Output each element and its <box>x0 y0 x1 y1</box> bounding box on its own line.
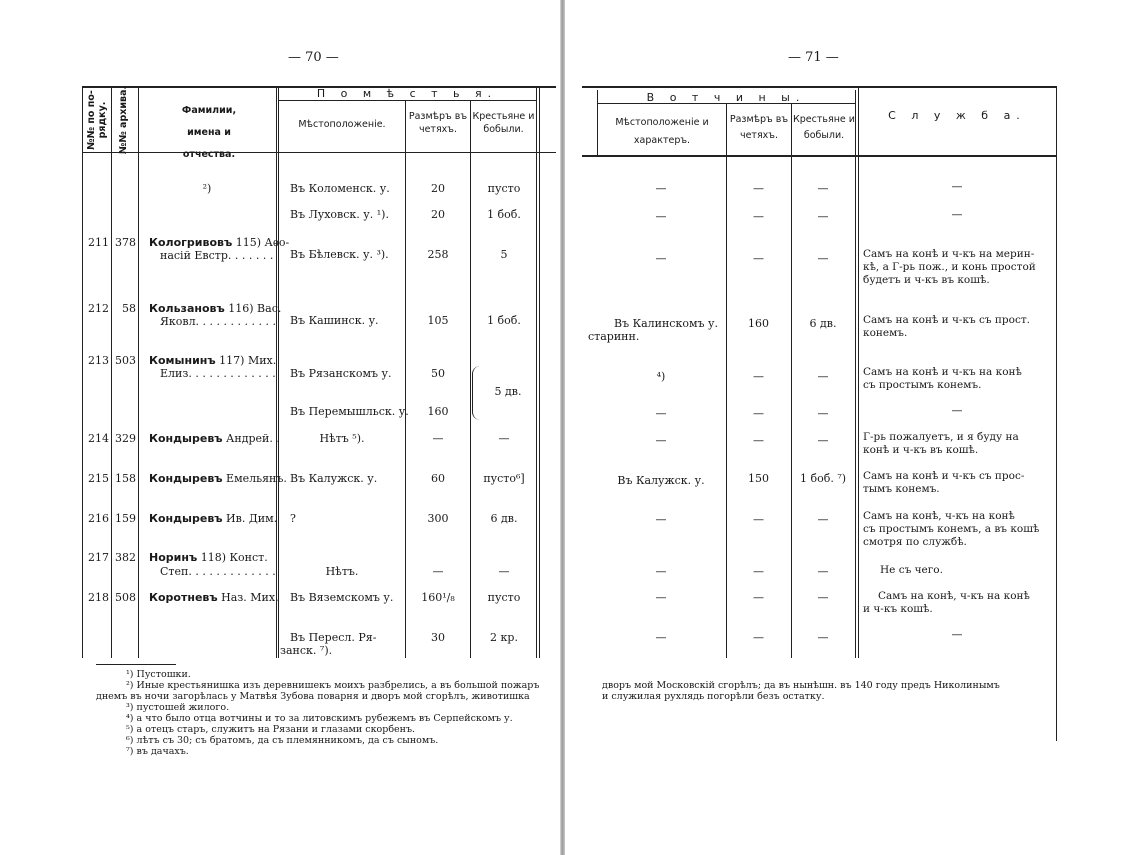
row-size: — <box>432 432 444 445</box>
row-location: Въ Кашинск. у. <box>290 314 379 327</box>
row-service: Самъ на конѣ, ч-къ на конѣ <box>878 590 1030 602</box>
row-size: — <box>753 631 764 644</box>
surname: Коротневъ <box>149 591 218 604</box>
row-location: Въ Коломенск. у. <box>290 182 390 195</box>
header-names: Фамилии, имена и отчества. <box>181 105 237 160</box>
row-service: Самъ на конѣ и ч-къ съ прос- <box>863 470 1025 482</box>
surname: Кондыревъ <box>149 432 223 445</box>
row-location: — <box>655 513 667 526</box>
row-peasants: — <box>817 591 829 604</box>
row-location-cont: старинн. <box>588 330 640 343</box>
row-name-cont: Степ. . . . . . . . . . . . . <box>160 565 276 578</box>
page-number: — 71 — <box>788 50 839 65</box>
row-location: — <box>655 407 667 420</box>
row-service: съ простымъ конемъ. <box>863 379 982 391</box>
row-peasants: пусто <box>487 182 521 195</box>
header-bottom-rule <box>82 152 556 153</box>
row-service: — <box>951 208 963 221</box>
footnote: ⁶) лѣтъ съ 30; съ братомъ, да съ племянникомъ, да съ сыномъ. <box>126 735 439 746</box>
row-archive: 58 <box>122 302 136 315</box>
table-top-rule <box>582 86 1056 88</box>
footnote: ⁴) а что было отца вотчины и то за литовскимъ рубежемъ въ Серпейскомъ у. <box>126 713 513 724</box>
row-peasants: — <box>817 370 829 383</box>
row-peasants: — <box>817 210 829 223</box>
row-location: — <box>655 591 667 604</box>
book-spine <box>560 0 565 855</box>
header-location: Мѣстоположеніе и характеръ. <box>615 117 709 146</box>
row-service: — <box>951 628 963 641</box>
row-location-cont: занск. ⁷). <box>280 644 333 657</box>
row-name-cont: насій Евстр. . . . . . . <box>160 249 274 262</box>
row-location: — <box>655 252 667 265</box>
col-rule <box>855 90 856 658</box>
row-service: конѣ и ч-къ въ кошѣ. <box>863 444 979 456</box>
row-peasants: — <box>817 434 829 447</box>
surname: Норинъ <box>149 551 198 564</box>
row-name: ²) <box>202 182 212 195</box>
row-location: Въ Вяземскомъ у. <box>290 591 394 604</box>
row-size: 160 <box>748 317 769 330</box>
col-rule <box>858 86 859 658</box>
row-peasants: 1 боб. <box>487 314 521 327</box>
surname: Комынинъ <box>149 354 216 367</box>
footnote-rule <box>96 664 176 665</box>
col-rule <box>111 86 112 658</box>
row-number: 213 <box>88 354 109 367</box>
row-size: — <box>432 565 444 578</box>
row-peasants: — <box>817 513 829 526</box>
col-rule <box>539 86 540 658</box>
header-size: Размѣръ въ четяхъ. <box>729 114 789 141</box>
page-number: — 70 — <box>288 50 339 65</box>
row-location: Нѣтъ. <box>325 565 359 578</box>
row-service: Не съ чего. <box>880 564 943 576</box>
row-size: — <box>753 434 764 447</box>
row-size: 105 <box>427 314 449 327</box>
footnote: ⁷) въ дачахъ. <box>126 746 189 757</box>
surname: Кондыревъ <box>149 472 223 485</box>
col-rule <box>597 90 598 155</box>
row-peasants: 6 дв. <box>809 317 837 330</box>
row-size: 50 <box>431 367 445 380</box>
row-service: Самъ на конѣ и ч-къ на мерин- <box>863 248 1035 260</box>
row-size: — <box>753 182 764 195</box>
row-name: Кологривовъ 115) Аѳо- <box>149 236 290 249</box>
row-peasants: 5 <box>500 248 508 261</box>
right-page <box>566 0 1140 855</box>
row-peasants: пусто⁶] <box>483 472 525 485</box>
row-size: — <box>753 252 764 265</box>
row-archive: 159 <box>115 512 136 525</box>
row-size: 60 <box>431 472 445 485</box>
header-patrimony-title: В о т ч и н ы. <box>646 91 806 104</box>
row-size: 300 <box>427 512 449 525</box>
row-size: 160¹/₈ <box>421 591 455 604</box>
row-size: 258 <box>427 248 449 261</box>
row-name-cont: Яковл. . . . . . . . . . . . <box>160 315 276 328</box>
surname: Кологривовъ <box>149 236 233 249</box>
row-service: кѣ, а Г-рь пож., и конь простой <box>863 261 1036 273</box>
header-peasants: Крестьяне и бобыли. <box>793 114 855 141</box>
row-size: 150 <box>748 472 769 485</box>
row-name-cont: Елиз. . . . . . . . . . . . . <box>160 367 276 380</box>
header-location: Мѣстоположеніе. <box>298 119 386 130</box>
row-archive: 378 <box>115 236 136 249</box>
row-size: — <box>753 407 764 420</box>
row-size: 30 <box>431 631 445 644</box>
row-peasants: 2 кр. <box>490 631 518 644</box>
footnote: днемъ въ ночи загорѣлась у Матвѣя Зубова поварня и дворъ мой сгорѣлъ, животишка <box>96 691 530 702</box>
row-service: и ч-къ кошѣ. <box>863 603 933 615</box>
row-peasants: — <box>817 631 829 644</box>
row-size: — <box>753 370 764 383</box>
row-location: Въ Пересл. Ря- <box>290 631 377 644</box>
row-peasants: 1 боб. ⁷) <box>799 472 847 485</box>
row-location: Въ Луховск. у. ¹). <box>290 208 389 221</box>
row-peasants: — <box>817 407 829 420</box>
row-service: будетъ и ч-къ въ кошѣ. <box>863 274 990 286</box>
row-location: Въ Рязанскомъ у. <box>290 367 392 380</box>
header-estates-title: П о м ѣ с т ь я. <box>316 87 498 100</box>
row-peasants: — <box>817 565 829 578</box>
row-location: Въ Бѣлевск. у. ³). <box>290 248 389 261</box>
group-title-rule <box>278 100 536 101</box>
row-peasants: — <box>498 565 510 578</box>
row-size: 160 <box>427 405 449 418</box>
header-size: Размѣръ въ четяхъ. <box>408 111 468 135</box>
footnote-continuation: и служилая рухлядь погорѣли безъ остатку. <box>602 691 825 702</box>
col-rule <box>1056 86 1057 741</box>
footnote: ³) пустошей жилого. <box>126 702 230 713</box>
surname: Кользановъ <box>149 302 225 315</box>
row-service: Самъ на конѣ, ч-къ на конѣ <box>863 510 1015 522</box>
row-location: — <box>655 565 667 578</box>
col-rule <box>276 86 277 658</box>
row-location: Въ Перемышльск. у. <box>290 405 409 418</box>
row-location: ⁴) <box>656 370 666 383</box>
col-rule <box>138 86 139 658</box>
footnote: ⁵) а отецъ старъ, служитъ на Рязани и глазами скорбенъ. <box>126 724 416 735</box>
row-location: Въ Калужск. у. <box>290 472 378 485</box>
row-peasants: — <box>498 432 510 445</box>
row-peasants: — <box>817 182 829 195</box>
footnote: ²) Иные крестьянишка изъ деревнишекъ моихъ разбрелись, а въ большой пожаръ <box>126 680 540 691</box>
row-name: Норинъ 118) Конст. <box>149 551 268 564</box>
row-service: Самъ на конѣ и ч-къ съ прост. <box>863 314 1031 326</box>
row-service: Г-рь пожалуетъ, и я буду на <box>863 431 1019 443</box>
row-location: — <box>655 434 667 447</box>
row-location: Нѣтъ ⁵). <box>319 432 365 445</box>
row-number: 211 <box>88 236 109 249</box>
row-peasants: 5 дв. <box>494 385 522 398</box>
row-peasants: пусто <box>487 591 521 604</box>
row-size: 20 <box>431 208 445 221</box>
footnote: ¹) Пустошки. <box>126 669 191 680</box>
row-archive: 158 <box>115 472 136 485</box>
row-name: Кондыревъ Емельянъ. <box>149 472 287 485</box>
row-service: съ простымъ конемъ, а въ кошѣ <box>863 523 1040 535</box>
row-location: Въ Калужск. у. <box>617 474 705 487</box>
row-service: — <box>951 180 963 193</box>
row-number: 215 <box>88 472 109 485</box>
row-location: ? <box>290 512 296 525</box>
row-archive: 508 <box>115 591 136 604</box>
row-size: — <box>753 591 764 604</box>
row-number: 218 <box>88 591 109 604</box>
row-archive: 382 <box>115 551 136 564</box>
row-number: 212 <box>88 302 109 315</box>
row-peasants: — <box>817 252 829 265</box>
header-row-number: №№ по по-рядку. <box>86 90 108 150</box>
row-size: — <box>753 513 764 526</box>
row-peasants: 1 боб. <box>487 208 521 221</box>
row-archive: 503 <box>115 354 136 367</box>
row-number: 216 <box>88 512 109 525</box>
row-service: Самъ на конѣ и ч-къ на конѣ <box>863 366 1022 378</box>
row-number: 217 <box>88 551 109 564</box>
row-service: конемъ. <box>863 327 908 339</box>
header-bottom-rule <box>582 155 1056 157</box>
row-service: тымъ конемъ. <box>863 483 940 495</box>
row-name: Кондыревъ Ив. Дим. <box>149 512 278 525</box>
header-archive-number: №№ архива. <box>118 85 129 155</box>
row-name: Коротневъ Наз. Мих. <box>149 591 279 604</box>
row-location: Въ Калинскомъ у. <box>614 317 718 330</box>
row-location: — <box>655 182 667 195</box>
row-number: 214 <box>88 432 109 445</box>
header-peasants: Крестьяне и бобыли. <box>472 111 535 135</box>
footnote-continuation: дворъ мой Московскій сгорѣлъ; да въ нынѣшн. въ 140 году предъ Николинымъ <box>602 680 1000 691</box>
left-page <box>0 0 560 855</box>
row-name: Кондыревъ Андрей. . <box>149 432 280 445</box>
row-name: Комынинъ 117) Мих. <box>149 354 277 367</box>
row-location: — <box>655 210 667 223</box>
row-service: смотря по службѣ. <box>863 536 967 548</box>
header-service: С л у ж б а. <box>888 109 1026 122</box>
row-name: Кользановъ 116) Вас. <box>149 302 282 315</box>
row-service: — <box>951 404 963 417</box>
row-size: 20 <box>431 182 445 195</box>
row-location: — <box>655 631 667 644</box>
row-size: — <box>753 565 764 578</box>
surname: Кондыревъ <box>149 512 223 525</box>
col-rule <box>278 86 279 658</box>
row-archive: 329 <box>115 432 136 445</box>
row-peasants: 6 дв. <box>490 512 518 525</box>
row-size: — <box>753 210 764 223</box>
col-rule <box>82 86 83 658</box>
